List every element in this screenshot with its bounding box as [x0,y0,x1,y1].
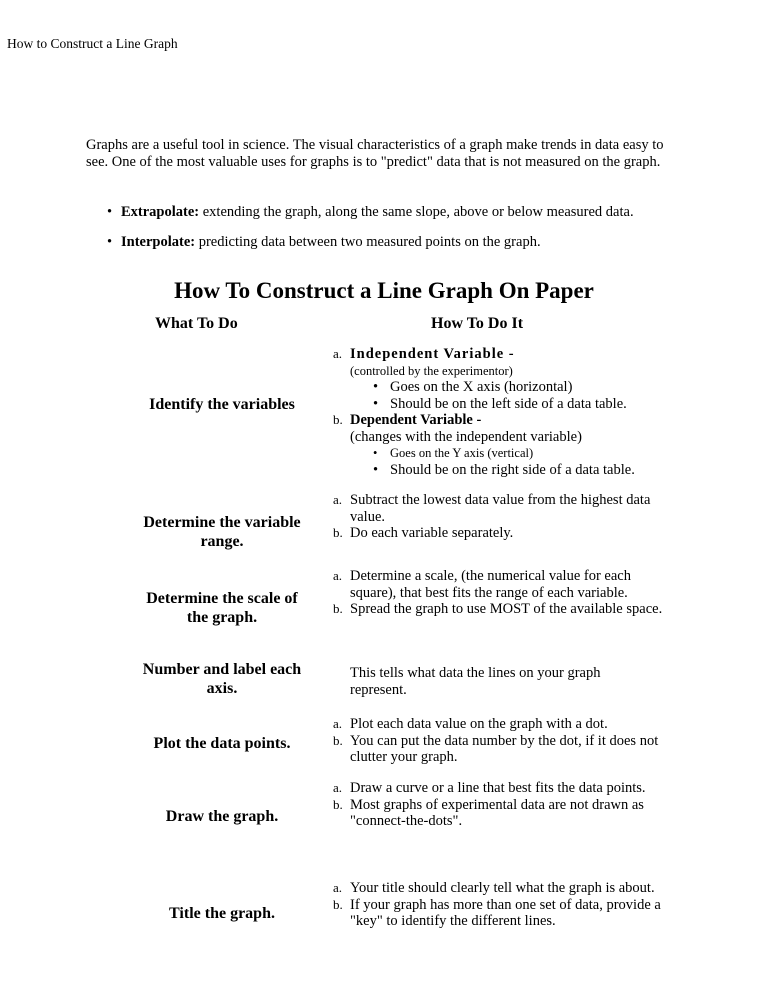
step-label-identify-variables: Identify the variables [149,396,295,413]
plot-points-step-a: Plot each data value on the graph with a dot. [350,716,608,732]
title-graph-step-a: Your title should clearly tell what the graph is about. [350,880,655,896]
step-label-plot-points: Plot the data points. [153,735,291,752]
definition-interpolate: predicting data between two measured points on the graph. [195,234,541,250]
step-detail-identify-variables: a. Independent Variable - (controlled by the experimentor) • Goes on the X axis (horizontal) • Should be on the left side of a data table. b. Dependent Variable - (changes with the independent variable) • Goes on the Y axis (vertical) • Should be on the right side of a data table. [333,346,673,478]
dependent-variable-axis: Goes on the Y axis (vertical) [390,446,534,460]
step-detail-variable-range: a. Subtract the lowest data value from the highest data value. b. Do each variable separately. [333,492,663,542]
title-graph-step-b: If your graph has more than one set of data, provide a "key" to identify the different lines. [350,896,661,929]
dependent-variable-table-side: Should be on the right side of a data table. [390,461,635,478]
step-detail-draw-graph: a. Draw a curve or a line that best fits the data points. b. Most graphs of experimental data are not drawn as "connect-the-dots". [333,780,663,830]
step-label-variable-range: Determine the variable range. [143,514,301,550]
plot-points-step-b: You can put the data number by the dot, if it does not clutter your graph. [350,732,659,765]
independent-variable-title: Independent Variable - [350,346,515,362]
independent-variable-axis: Goes on the X axis (horizontal) [390,379,573,395]
dependent-variable-note: (changes with the independent variable) [350,428,582,445]
column-header-what: What To Do [155,315,238,332]
bullet-extrapolate [107,204,634,221]
label-axis-text: This tells what data the lines on your graph represent. [350,665,601,698]
step-label-label-axis: Number and label each axis. [142,661,302,697]
independent-variable-note: (controlled by the experimentor) [350,363,513,378]
step-label-title-graph: Title the graph. [169,905,275,922]
bullet-interpolate [107,234,541,251]
step-label-draw-graph: Draw the graph. [165,808,279,825]
dependent-variable-title: Dependent Variable - [350,412,482,428]
draw-graph-step-a: Draw a curve or a line that best fits the data points. [350,780,646,796]
step-label-graph-scale: Determine the scale of the graph. [146,590,298,626]
variable-range-step-b: Do each variable separately. [350,525,514,541]
step-detail-title-graph: a. Your title should clearly tell what the graph is about. b. If your graph has more than one set of data, provide a "key" to identify the different lines. [333,880,668,930]
main-heading: How To Construct a Line Graph On Paper [174,278,594,303]
bullet-dot: • [107,204,113,220]
graph-scale-step-b: Spread the graph to use MOST of the available space. [350,601,663,617]
term-interpolate: Interpolate: [121,234,196,250]
term-extrapolate: Extrapolate: [121,204,200,220]
bullet-dot: • [107,234,113,250]
step-detail-graph-scale: a. Determine a scale, (the numerical value for each square), that best fits the range of each variable. b. Spread the graph to use MOST of the available space. [333,568,663,617]
graph-scale-step-a: Determine a scale, (the numerical value for each square), that best fits the range of each variable. [350,568,631,601]
step-detail-label-axis [333,665,633,698]
independent-variable-table-side: Should be on the left side of a data table. [390,395,627,412]
column-header-how: How To Do It [431,315,524,332]
intro-paragraph: Graphs are a useful tool in science. The visual characteristics of a graph make trends in data easy to see. One of the most valuable uses for graphs is to "predict" data that is not measured on the graph. [86,137,664,170]
page-header-title: How to Construct a Line Graph [7,36,178,51]
step-detail-plot-points: a. Plot each data value on the graph with a dot. b. You can put the data number by the dot, if it does not clutter your graph. [333,716,663,766]
definition-extrapolate: extending the graph, along the same slope, above or below measured data. [199,204,634,220]
draw-graph-step-b: Most graphs of experimental data are not drawn as "connect-the-dots". [350,796,644,829]
variable-range-step-a: Subtract the lowest data value from the highest data value. [350,492,651,525]
